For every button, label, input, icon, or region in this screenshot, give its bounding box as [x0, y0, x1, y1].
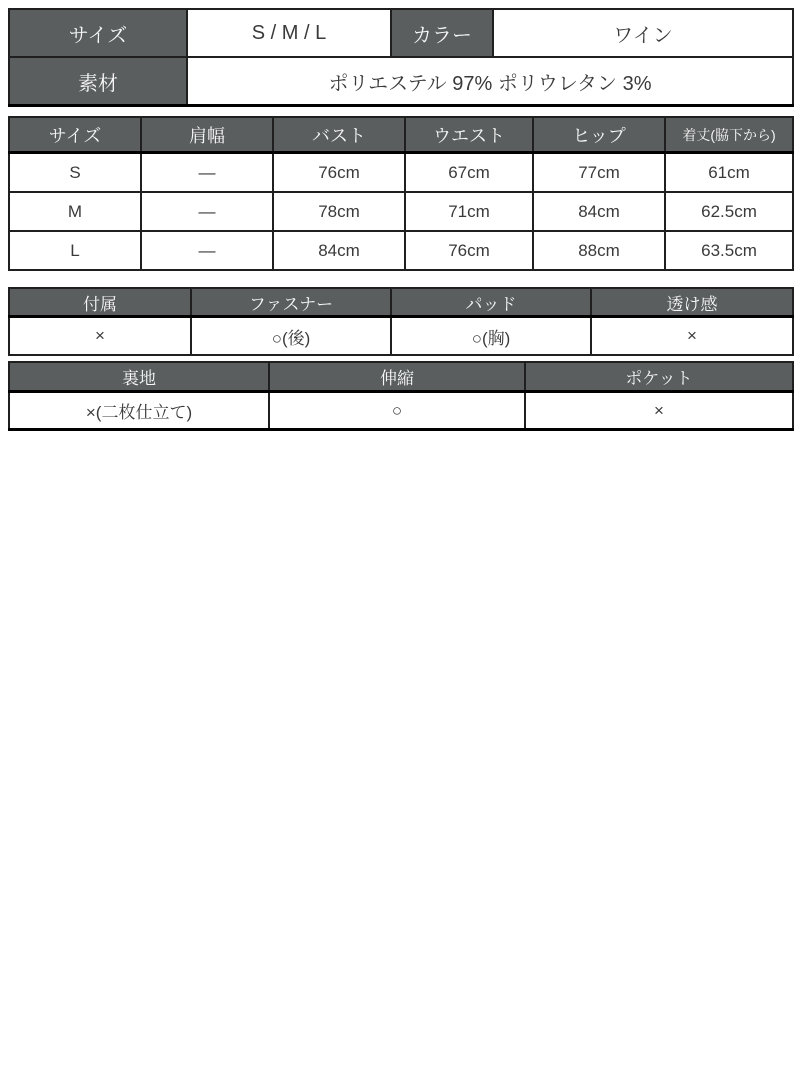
feature1-header-row — [9, 288, 793, 317]
size-chart-cell: — — [141, 231, 273, 270]
size-chart-cell: 76cm — [273, 153, 405, 193]
size-chart-cell: 84cm — [533, 192, 665, 231]
feature1-value-row — [9, 317, 793, 356]
feature2-header-row — [9, 362, 793, 392]
size-value-cell: S / M / L — [187, 9, 391, 57]
size-chart-cell: 62.5cm — [665, 192, 793, 231]
feature1-value-zipper: ○(後) — [191, 317, 391, 356]
size-chart-cell: 78cm — [273, 192, 405, 231]
size-chart-cell: S — [9, 153, 141, 193]
size-chart-cell: 88cm — [533, 231, 665, 270]
size-chart-cell: — — [141, 192, 273, 231]
feature-table-2 — [8, 361, 794, 431]
size-chart-row-s — [9, 153, 793, 193]
material-label-cell: 素材 — [9, 57, 187, 106]
feature2-value-stretch: ○ — [269, 392, 525, 430]
material-value-cell: ポリエステル 97% ポリウレタン 3% — [187, 57, 793, 106]
feature2-value-pocket: × — [525, 392, 793, 430]
size-chart-cell: 76cm — [405, 231, 533, 270]
size-chart-cell: L — [9, 231, 141, 270]
size-chart-cell: M — [9, 192, 141, 231]
feature1-header-zipper: ファスナー — [191, 288, 391, 317]
feature2-value-row — [9, 392, 793, 430]
info-row-size-color — [9, 9, 793, 57]
size-chart-header-bust: バスト — [273, 117, 405, 153]
feature1-header-pad: パッド — [391, 288, 591, 317]
size-chart-cell: 63.5cm — [665, 231, 793, 270]
feature2-value-lining: ×(二枚仕立て) — [9, 392, 269, 430]
feature1-value-accessory: × — [9, 317, 191, 356]
color-value-cell: ワイン — [493, 9, 793, 57]
size-chart-cell: — — [141, 153, 273, 193]
size-chart-header-row — [9, 117, 793, 153]
product-info-table — [8, 8, 794, 107]
size-chart-cell: 61cm — [665, 153, 793, 193]
size-chart-header-size: サイズ — [9, 117, 141, 153]
size-chart-header-waist: ウエスト — [405, 117, 533, 153]
size-chart-cell: 67cm — [405, 153, 533, 193]
feature2-header-lining: 裏地 — [9, 362, 269, 392]
size-chart-header-shoulder: 肩幅 — [141, 117, 273, 153]
color-label-cell: カラー — [391, 9, 493, 57]
feature2-header-stretch: 伸縮 — [269, 362, 525, 392]
size-label-cell: サイズ — [9, 9, 187, 57]
feature2-header-pocket: ポケット — [525, 362, 793, 392]
size-chart-cell: 71cm — [405, 192, 533, 231]
feature1-value-sheerness: × — [591, 317, 793, 356]
size-chart-header-length: 着丈(脇下から) — [665, 117, 793, 153]
feature1-header-sheerness: 透け感 — [591, 288, 793, 317]
feature1-header-accessory: 付属 — [9, 288, 191, 317]
size-chart-header-hip: ヒップ — [533, 117, 665, 153]
size-chart-cell: 77cm — [533, 153, 665, 193]
info-row-material — [9, 57, 793, 106]
feature1-value-pad: ○(胸) — [391, 317, 591, 356]
size-measurement-chart — [8, 116, 794, 271]
feature-table-1 — [8, 287, 794, 356]
size-chart-row-m — [9, 192, 793, 231]
size-chart-row-l — [9, 231, 793, 270]
size-chart-cell: 84cm — [273, 231, 405, 270]
